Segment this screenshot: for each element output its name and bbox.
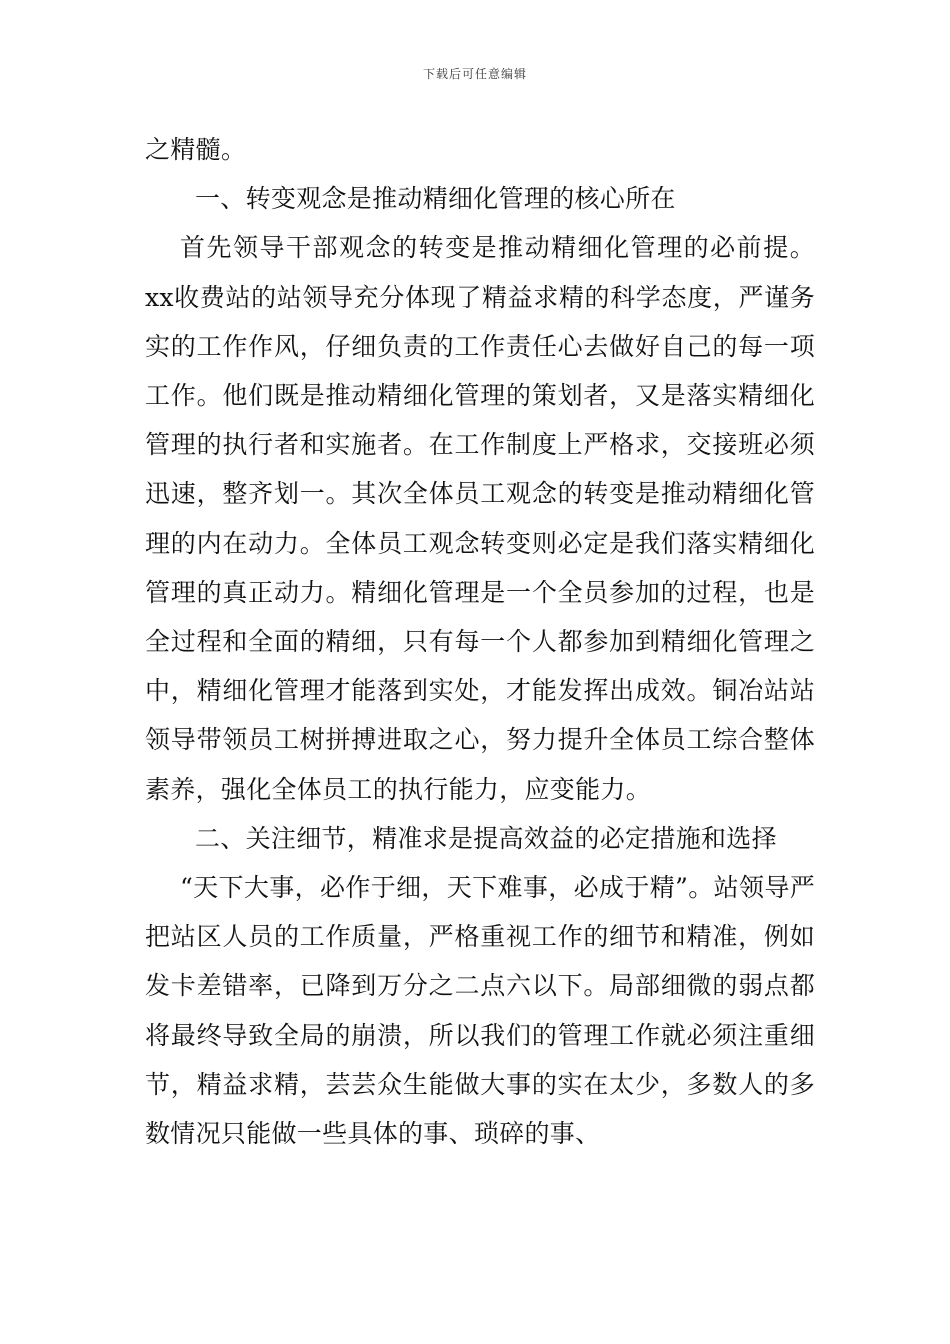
section-1-heading: 一、转变观念是推动精细化管理的核心所在	[195, 184, 676, 214]
document-body	[145, 125, 815, 1158]
section-2-paragraph: “天下大事，必作于细，天下难事，必成于精”。站领导严把站区人员的工作质量，严格重视工作的细节和精准，例如发卡差错率，已降到万分之二点六以下。局部细微的弱点都将最终导致全局的崩溃，所以我们的管理工作就必须注重细节，精益求精，芸芸众生能做大事的实在太少，多数人的多数情况只能做一些具体的事、琐碎的事、	[145, 873, 815, 1149]
section-2-heading: 二、关注细节，精准求是提高效益的必定措施和选择	[195, 823, 777, 853]
page-header: 下载后可任意编辑	[422, 67, 527, 81]
section-1-paragraph: 首先领导干部观念的转变是推动精细化管理的必前提。xx收费站的站领导充分体现了精益求精的科学态度，严谨务实的工作作风，仔细负责的工作责任心去做好自己的每一项工作。他们既是推动精细化管理的策划者，又是落实精细化管理的执行者和实施者。在工作制度上严格求，交接班必须迅速，整齐划一。其次全体员工观念的转变是推动精细化管理的内在动力。全体员工观念转变则必定是我们落实精细化管理的真正动力。精细化管理是一个全员参加的过程，也是全过程和全面的精细，只有每一个人都参加到精细化管理之中，精细化管理才能落到实处，才能发挥出成效。铜冶站站领导带领员工树拼搏进取之心，努力提升全体员工综合整体素养，强化全体员工的执行能力，应变能力。	[145, 233, 815, 804]
continuation-paragraph: 之精髓。	[145, 135, 247, 164]
